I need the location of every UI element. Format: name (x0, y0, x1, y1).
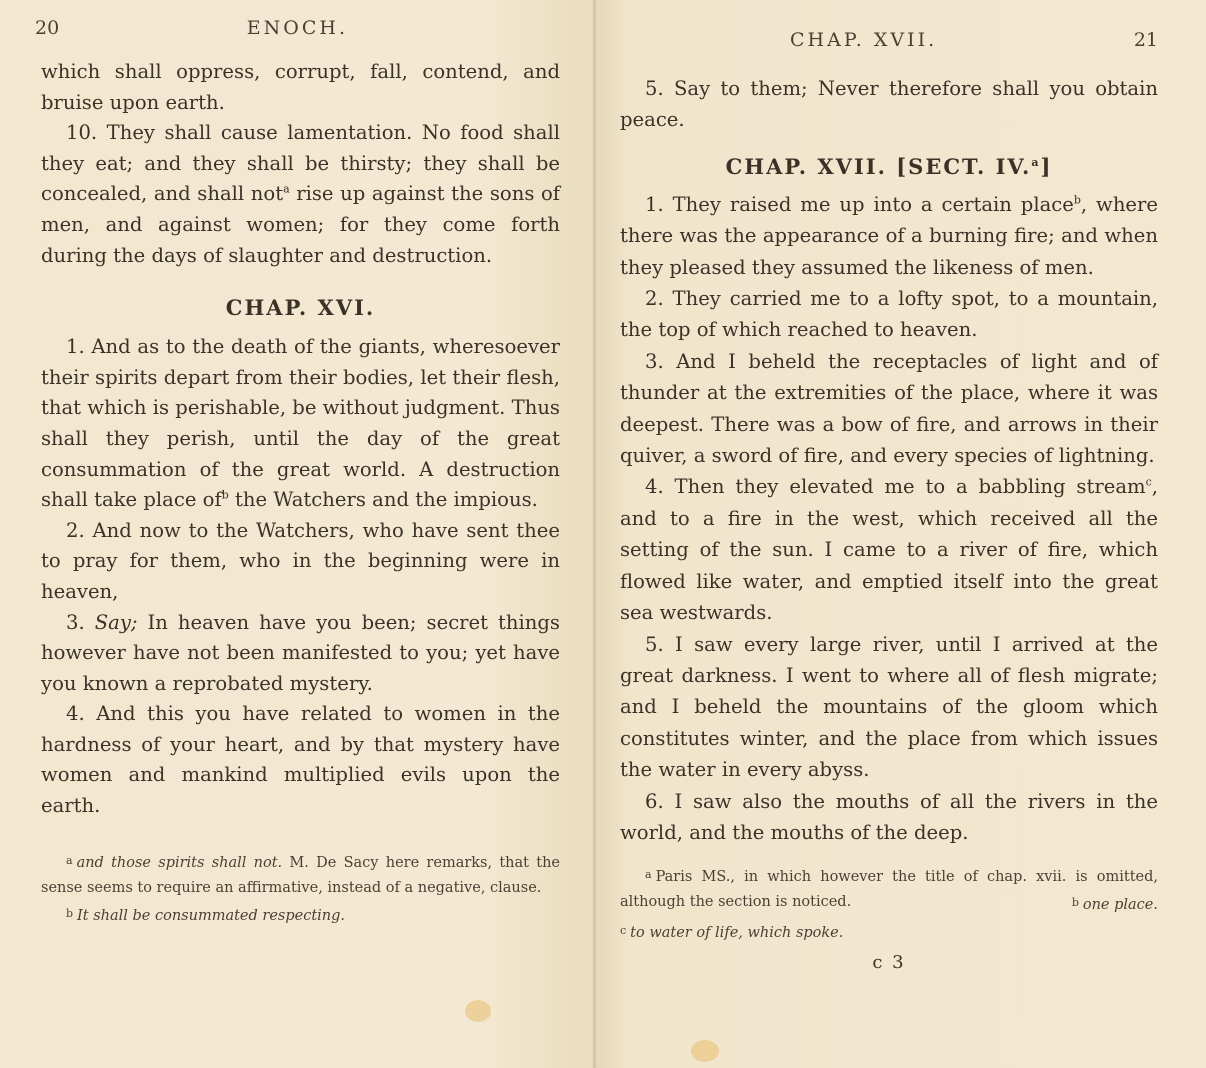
chapter-heading-xvii: CHAP. XVII. [SECT. IV.$^a$] (725, 153, 1053, 179)
right-footnotes (620, 862, 1158, 946)
paper-stain (691, 1040, 719, 1062)
left-footnotes (41, 848, 560, 929)
footnote-ref-a: a (283, 182, 290, 196)
left-page (0, 0, 596, 1068)
continuation-paragraph: which shall oppress, corrupt, fall, contend, and bruise upon earth. (41, 60, 560, 114)
right-running-head (620, 29, 1158, 73)
verse-1: 1. They raised me up into a certain place$^b$, where there was the appearance of a burning fire; and when they pleased they assumed the likeness of men. (620, 192, 1158, 279)
footnote-a: $^a$ Paris MS., in which however the title of chap. xvii. is omitted, although the section is noticed. (620, 868, 1158, 911)
footnote-c: $^c$ to water of life, which spoke. (620, 924, 844, 942)
left-running-head (35, 17, 560, 57)
footnote-b: $^b$ one place. (1071, 896, 1158, 914)
verse-2: 2. And now to the Watchers, who have sent thee to pray for them, who in the beginning were in heaven, (41, 518, 560, 603)
verse-5: 5. I saw every large river, until I arrived at the great darkness. I went to where all of flesh migrate; and I beheld the mountains of the gloom which constitutes winter, and the place from which issues the water in every abyss. (620, 632, 1158, 782)
verse-5-prev: 5. Say to them; Never therefore shall you obtain peace. (620, 77, 1158, 132)
verse-1: 1. And as to the death of the giants, wheresoever their spirits depart from their bodies, let their flesh, that which is perishable, be without judgment. Thus shall they perish, until the day of the great consummation of the great world. A destruction shall take place $of^b$ the Watchers and the impious. (41, 335, 560, 512)
verse-6: 6. I saw also the mouths of all the rivers in the world, and the mouths of the deep. (620, 789, 1158, 844)
left-running-title: ENOCH. (246, 17, 348, 39)
verse-3: 3. And I beheld the receptacles of light and of thunder at the extremities of the place, where it was deepest. There was a bow of fire, and arrows in their quiver, a sword of fire, and every species of lightning. (620, 349, 1158, 468)
right-body-text (620, 73, 1158, 848)
signature-mark: c 3 (872, 952, 906, 974)
footnote-ref-b: b (1073, 193, 1081, 207)
verse-4: 4. Then they elevated me to a babbling stream$^c$, and to a fire in the west, which received all the setting of the sun. I came to a river of fire, which flowed like water, and emptied itself into the great sea westwards. (620, 475, 1158, 625)
verse-3: 3. Say; In heaven have you been; secret things however have not been manifested to you; yet have you known a reprobated mystery. (41, 610, 560, 695)
right-page (596, 0, 1206, 1068)
left-body-text (41, 57, 560, 822)
paper-stain (465, 1000, 491, 1022)
verse-2: 2. They carried me to a lofty spot, to a mountain, the top of which reached to heaven. (620, 287, 1158, 342)
footnote-ref-c: c (1145, 475, 1152, 489)
footnote-a: $^a$ and those spirits shall not. M. De Sacy here remarks, that the sense seems to require an affirmative, instead of a negative, clause. (41, 853, 560, 896)
chapter-heading-xvi: CHAP. XVI. (225, 295, 376, 321)
footnote-ref-b: b (221, 488, 229, 502)
verse-4: 4. And this you have related to women in the hardness of your heart, and by that mystery have women and mankind multiplied evils upon the earth. (41, 702, 560, 818)
right-running-title: CHAP. XVII. (790, 29, 938, 51)
right-page-number: 21 (1133, 29, 1158, 51)
footnote-ref-a: a (1031, 155, 1041, 169)
left-page-number: 20 (35, 17, 60, 39)
verse-10: 10. They shall cause lamentation. No food shall they eat; and they shall be thirsty; they shall be concealed, and shall not$^a$ rise up against the sons of men, and against women; for they come forth during the days of slaughter and destruction. (41, 121, 561, 267)
footnote-b: $^b$ It shall be consummated respecting. (66, 906, 346, 924)
